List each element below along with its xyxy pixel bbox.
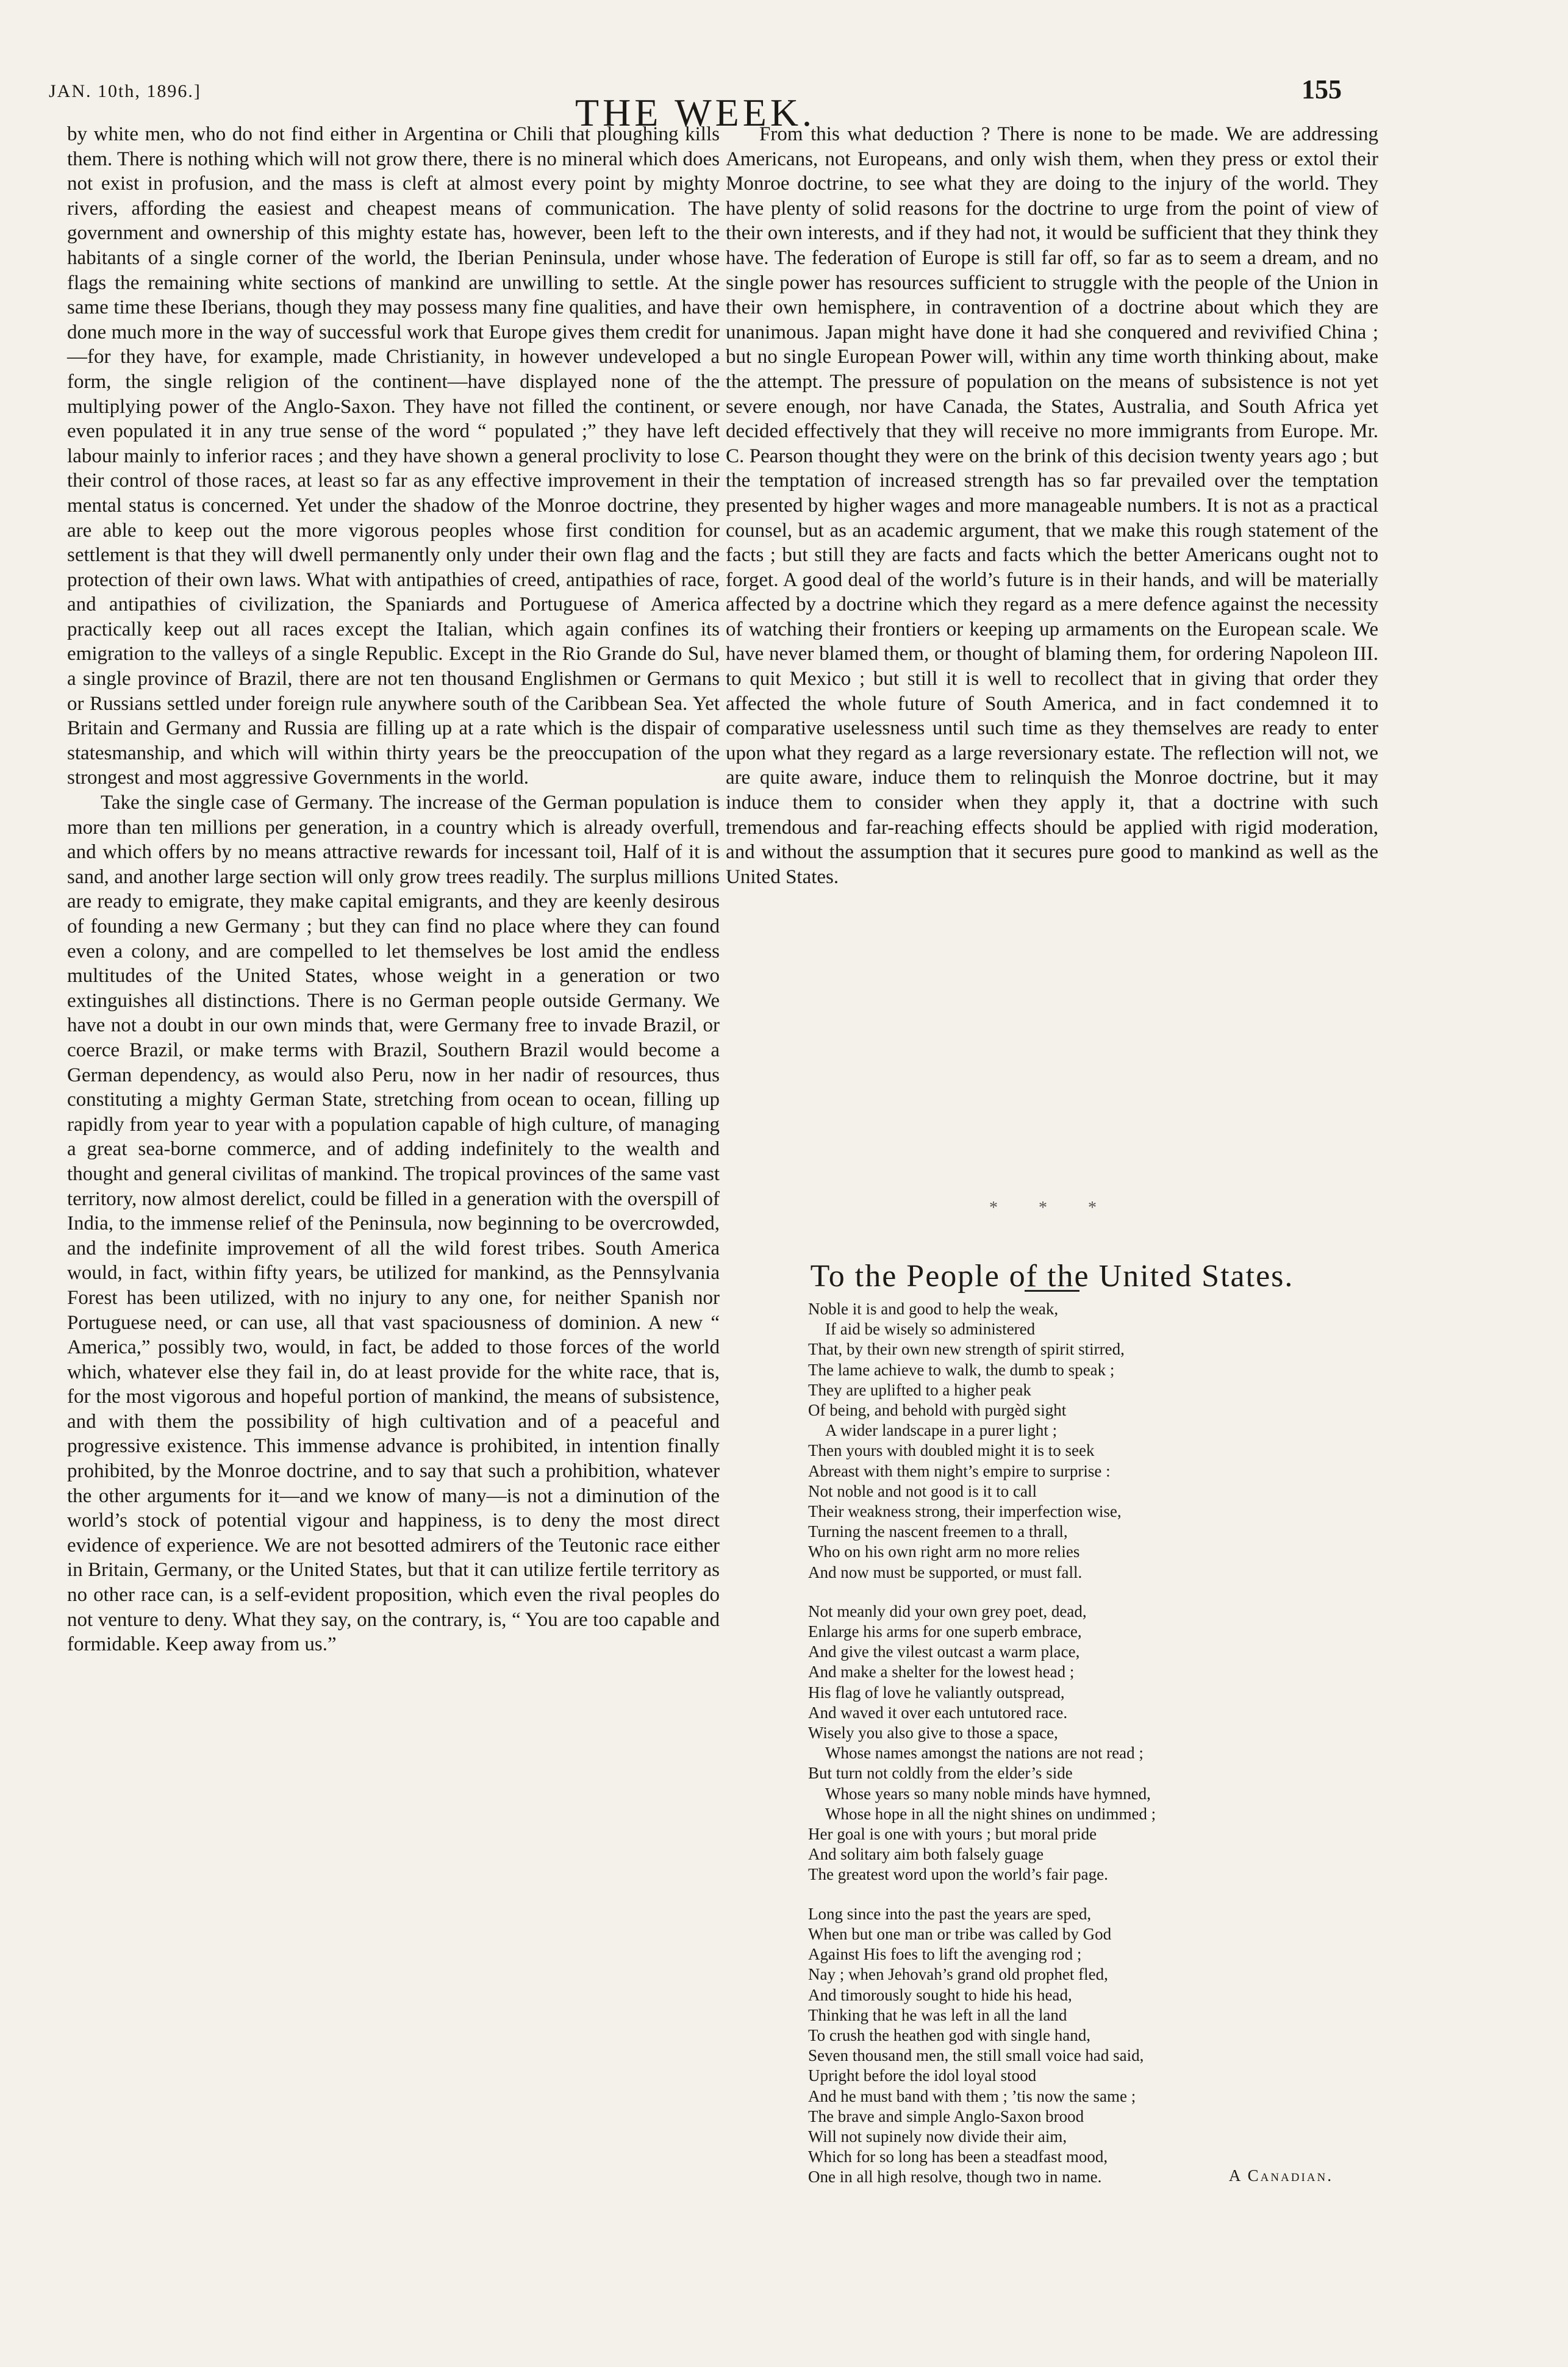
poem-line: Thinking that he was left in all the land bbox=[808, 2005, 1067, 2024]
poem-stanza-2 bbox=[808, 1602, 1333, 1885]
poem-line: Abreast with them night’s empire to surprise : bbox=[808, 1461, 1111, 1480]
poem-line: If aid be wisely so administered bbox=[825, 1320, 1036, 1339]
poem-title: To the People of the United States. bbox=[810, 1259, 1294, 1294]
poem-line: Turning the nascent freemen to a thrall, bbox=[808, 1522, 1068, 1541]
poem-line: Whose years so many noble minds have hymned, bbox=[825, 1784, 1151, 1803]
poem-line: Noble it is and good to help the weak, bbox=[808, 1300, 1059, 1318]
poem-stanza-3 bbox=[808, 1904, 1333, 2188]
article-paragraph: by white men, who do not find either in Argentina or Chili that ploughing kills them. There is nothing which will not grow there, there is no mineral which does not exist in profusion, and the mass is cleft at almost every point by mighty rivers, affording the easiest and cheapest means of communication. The government and ownership of this mighty estate has, however, been left to the habitants of a single corner of the world, the Iberian Peninsula, under whose flags the remaining white sections of mankind are unwilling to settle. At the same time these Iberians, though they may possess many fine qualities, and have done much more in the way of successful work that Europe gives them credit for—for they have, for example, made Christianity, in however undeveloped a form, the single religion of the continent—have displayed none of the multiplying power of the Anglo-Saxon. They have not filled the continent, or even populated it in any true sense of the word “ populated ;” they have left labour mainly to inferior races ; and they have shown a general proclivity to lose their control of those races, at least so far as any effective improvement in their mental status is concerned. Yet under the shadow of the Monroe doctrine, they are able to keep out the more vigorous peoples whose first condition for settlement is that they will dwell permanently only under their own flag and the protection of their own laws. What with antipathies of creed, antipathies of race, and antipathies of civilization, the Spaniards and Portuguese of America practically keep out all races except the Italian, which again confines its emigration to the valleys of a single Republic. Except in the Rio Grande do Sul, a single province of Brazil, there are not ten thousand Englishmen or Germans or Russians settled under foreign rule anywhere south of the Caribbean Sea. Yet Britain and Germany and Russia are filling up at a rate which is the dispair of statesmanship, and which will within thirty years be the preoccupation of the strongest and most aggressive Governments in the world. bbox=[67, 123, 720, 789]
running-head bbox=[49, 64, 1342, 134]
poem-line: They are uplifted to a higher peak bbox=[808, 1380, 1031, 1399]
poem-line: Who on his own right arm no more relies bbox=[808, 1542, 1080, 1561]
poem-line: But turn not coldly from the elder’s side bbox=[808, 1764, 1073, 1783]
page-number: 155 bbox=[1301, 74, 1342, 104]
poem-line: And solitary aim both falsely guage bbox=[808, 1845, 1044, 1864]
poem-line: Seven thousand men, the still small voice had said, bbox=[808, 2046, 1144, 2065]
poem-line: Will not supinely now divide their aim, bbox=[808, 2127, 1067, 2146]
poem-line: Whose names amongst the nations are not read ; bbox=[825, 1744, 1144, 1763]
poem-line: And waved it over each untutored race. bbox=[808, 1703, 1068, 1722]
poem-line: Nay ; when Jehovah’s grand old prophet fled, bbox=[808, 1965, 1108, 1984]
poem-line: A wider landscape in a purer light ; bbox=[825, 1421, 1058, 1440]
poem-line: Not meanly did your own grey poet, dead, bbox=[808, 1602, 1087, 1620]
left-column bbox=[67, 122, 720, 1657]
poem-line: Not noble and not good is it to call bbox=[808, 1481, 1037, 1500]
poem-line: Which for so long has been a steadfast mood, bbox=[808, 2147, 1108, 2166]
article-paragraph: Take the single case of Germany. The increase of the German population is more than ten millions per generation, in a country which is already overfull, and which offers by no means attractive rewards for incessant toil, Half of it is sand, and another large section will only grow trees readily. The surplus millions are ready to emigrate, they make capital emigrants, and they are keenly desirous of founding a new Germany ; but they can find no place where they can found even a colony, and are compelled to let themselves be lost amid the endless multitudes of the United States, whose weight in a generation or two extinguishes all distinctions. There is no German people outside Germany. We have not a doubt in our own minds that, were Germany free to invade Brazil, or coerce Brazil, or make terms with Brazil, Southern Brazil would become a German dependency, as would also Peru, now in her nadir of resources, thus constituting a mighty German State, stretching from ocean to ocean, filling up rapidly from year to year with a population capable of high culture, of managing a great sea-borne commerce, and of adding indefinitely to the wealth and thought and general civilitas of mankind. The tropical provinces of the same vast territory, now almost derelict, could be filled in a generation with the overspill of India, to the immense relief of the Peninsula, now beginning to be overcrowded, and the indefinite improvement of all the wild forest tribes. South America would, in fact, within fifty years, be utilized for mankind, as the Pennsylvania Forest has been utilized, with no injury to any one, for neither Spanish nor Portuguese need, or can use, all that vast spaciousness of dominion. A new “ America,” possibly two, would, in fact, be added to those forces of the world which, whatever else they fail in, do at least provide for the white race, that is, for the most vigorous and hopeful portion of mankind, the means of subsistence, and with them the possibility of high cultivation and of a peaceful and progressive existence. This immense advance is prohibited, in intention finally prohibited, by the Monroe doctrine, and to say that such a prohibition, whatever the other arguments for it—and we know of many—is not a diminution of the world’s stock of potential vigour and happiness, is to deny the most direct evidence of experience. We are not besotted admirers of the Teutonic race either in Britain, Germany, or the United States, but that it can utilize fertile territory as no other race can, is a self-evident proposition, which even the rival peoples do not venture to deny. What they say, on the contrary, is, “ You are too capable and formidable. Keep away from us.” bbox=[67, 792, 720, 1656]
poem-line: Their weakness strong, their imperfection wise, bbox=[808, 1502, 1122, 1521]
poem-line: Upright before the idol loyal stood bbox=[808, 2066, 1037, 2085]
poem-line: And timorously sought to hide his head, bbox=[808, 1985, 1072, 2004]
poem-line: Her goal is one with yours ; but moral pride bbox=[808, 1825, 1097, 1844]
publication-title: THE WEEK. bbox=[575, 90, 816, 134]
poem-line: Then yours with doubled might it is to seek bbox=[808, 1441, 1095, 1460]
poem-line: One in all high resolve, though two in name. bbox=[808, 2168, 1102, 2186]
poem-line: When but one man or tribe was called by God bbox=[808, 1924, 1112, 1943]
poem-stanza-1 bbox=[808, 1299, 1333, 1583]
poem-line: And now must be supported, or must fall. bbox=[808, 1563, 1083, 1581]
poem-line: And give the vilest outcast a warm place, bbox=[808, 1642, 1080, 1661]
poem-line: Of being, and behold with purgèd sight bbox=[808, 1401, 1067, 1420]
poem-line: And make a shelter for the lowest head ; bbox=[808, 1663, 1075, 1681]
poem-line: His flag of love he valiantly outspread, bbox=[808, 1683, 1065, 1702]
poem-line: The brave and simple Anglo-Saxon brood bbox=[808, 2107, 1084, 2125]
poem-line: Wisely you also give to those a space, bbox=[808, 1724, 1058, 1742]
poem-line: That, by their own new strength of spirit stirred, bbox=[808, 1340, 1125, 1359]
article-paragraph: From this what deduction ? There is none to be made. We are addressing Americans, not Europeans, and only wish them, when they press or extol their Monroe doctrine, to see what they are doing to the injury of the world. They have plenty of solid reasons for the doctrine to urge from the point of view of their own interests, and if they had not, it would be sufficient that they think they have. The federation of Europe is still far off, so far as to seem a dream, and no single power has resources sufficient to struggle with the people of the Union in their own hemisphere, in contravention of a doctrine about which they are unanimous. Japan might have done it had she conquered and revivified China ; but no single European Power will, within any time worth thinking about, make the attempt. The pressure of population on the means of subsistence is not yet severe enough, nor have Canada, the States, Australia, and South Africa yet decided effectively that they will receive no more immigrants from Europe. Mr. C. Pearson thought they were on the brink of this decision twenty years ago ; but the temptation of increased strength has so far prevailed over the temptation presented by higher wages and more manageable numbers. It is not as a practical counsel, but as an academic argument, that we make this rough statement of the facts ; but still they are facts and facts which the better Americans ought not to forget. A good deal of the world’s future is in their hands, and will be materially affected by a doctrine which they regard as a mere defence against the necessity of watching their frontiers or keeping up armaments on the European scale. We have never blamed them, or thought of blaming them, for ordering Napoleon III. to quit Mexico ; but still it is well to recollect that in giving that order they affected the whole future of South America, and in fact condemned it to comparative uselessness until such time as they themselves are ready to enter upon what they regard as a large reversionary estate. The reflection will not, we are quite aware, induce them to relinquish the Monroe doctrine, but it may induce them to consider when they apply it, that a doctrine with such tremendous and far-reaching effects should be applied with rigid moderation, and without the assumption that it secures pure good to mankind as well as the United States. bbox=[726, 123, 1378, 888]
issue-date: JAN. 10th, 1896.] bbox=[49, 81, 201, 101]
poem-line: Enlarge his arms for one superb embrace, bbox=[808, 1622, 1082, 1641]
title-rule bbox=[1025, 1290, 1079, 1292]
section-ornament: * * * bbox=[989, 1198, 1115, 1217]
poem-line: Long since into the past the years are sped, bbox=[808, 1904, 1092, 1923]
poem-line: Against His foes to lift the avenging rod ; bbox=[808, 1945, 1082, 1964]
poem-line: And he must band with them ; ’tis now the same ; bbox=[808, 2086, 1136, 2105]
poem-line: The lame achieve to walk, the dumb to speak ; bbox=[808, 1360, 1115, 1379]
poem-line: To crush the heathen god with single hand, bbox=[808, 2025, 1091, 2044]
poem-signature: A Canadian. bbox=[1228, 2166, 1333, 2185]
right-column bbox=[726, 122, 1378, 889]
poem-line: Whose hope in all the night shines on undimmed ; bbox=[825, 1804, 1156, 1823]
poem bbox=[808, 1299, 1333, 2207]
poem-line: The greatest word upon the world’s fair page. bbox=[808, 1865, 1108, 1884]
